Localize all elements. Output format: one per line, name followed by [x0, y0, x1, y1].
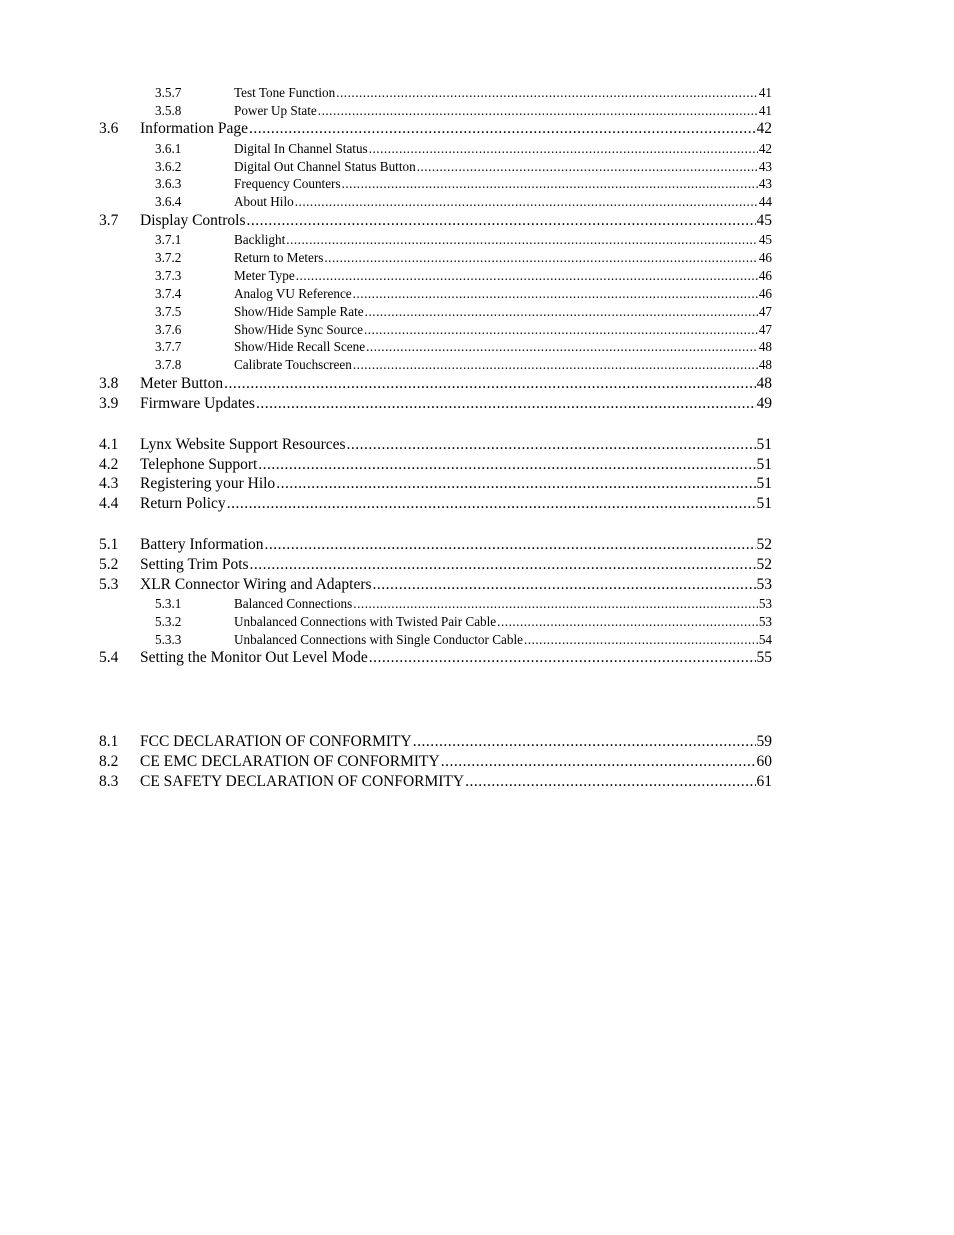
entry-number: 8.2 [99, 753, 119, 770]
dot-leader [250, 555, 756, 575]
toc-entry[interactable] [99, 356, 772, 374]
toc-entry[interactable] [99, 435, 772, 455]
entry-page: 42 [758, 141, 772, 156]
entry-page: 60 [756, 753, 772, 770]
dot-leader [465, 772, 755, 792]
dot-leader [276, 474, 755, 494]
entry-page: 43 [758, 176, 772, 191]
entry-title: Meter Type [234, 268, 295, 283]
dot-leader [353, 595, 758, 613]
toc-entry[interactable] [99, 119, 772, 139]
dot-leader [286, 231, 758, 249]
entry-title: Display Controls [140, 212, 246, 229]
dot-leader [318, 102, 758, 120]
entry-number: 3.7 [99, 212, 119, 229]
entry-title: Information Page [140, 120, 249, 137]
toc-entry[interactable] [99, 648, 772, 668]
toc-entry[interactable] [99, 102, 772, 120]
entry-page: 48 [756, 375, 772, 392]
toc-entry[interactable] [99, 494, 772, 514]
entry-title: Battery Information [140, 536, 264, 553]
toc-entry[interactable] [99, 211, 772, 231]
dot-leader [364, 321, 758, 339]
entry-title: About Hilo [234, 194, 294, 209]
entry-number: 3.7.1 [155, 232, 182, 247]
dot-leader [258, 455, 755, 475]
toc-entry[interactable] [99, 394, 772, 414]
dot-leader [249, 119, 755, 139]
toc-entry[interactable] [99, 321, 772, 339]
toc-entry[interactable] [99, 175, 772, 193]
toc-entry[interactable] [99, 752, 772, 772]
entry-number: 3.7.4 [155, 286, 182, 301]
entry-number: 3.7.8 [155, 357, 182, 372]
toc-entry[interactable] [99, 374, 772, 394]
entry-title: Return Policy [140, 495, 226, 512]
entry-title: Meter Button [140, 375, 224, 392]
entry-number: 5.1 [99, 536, 119, 553]
dot-leader [524, 631, 758, 649]
entry-page: 41 [758, 103, 772, 118]
entry-title: Lynx Website Support Resources [140, 436, 346, 453]
dot-leader [441, 752, 756, 772]
toc-entry[interactable] [99, 613, 772, 631]
entry-number: 3.5.8 [155, 103, 182, 118]
dot-leader [413, 732, 756, 752]
entry-page: 53 [756, 576, 772, 593]
toc-entry[interactable] [99, 303, 772, 321]
entry-number: 3.7.7 [155, 339, 182, 354]
entry-number: 5.3.2 [155, 614, 182, 629]
dot-leader [342, 175, 758, 193]
dot-leader [265, 535, 756, 555]
toc-entry[interactable] [99, 631, 772, 649]
entry-page: 59 [756, 733, 772, 750]
entry-title: Setting Trim Pots [140, 556, 249, 573]
entry-page: 51 [756, 475, 772, 492]
entry-number: 3.9 [99, 395, 119, 412]
entry-page: 55 [756, 649, 772, 666]
entry-number: 5.3 [99, 576, 119, 593]
dot-leader [347, 435, 756, 455]
dot-leader [336, 84, 758, 102]
dot-leader [366, 338, 758, 356]
entry-title: Test Tone Function [234, 85, 336, 100]
entry-number: 8.3 [99, 773, 119, 790]
entry-page: 51 [756, 456, 772, 473]
entry-page: 51 [756, 436, 772, 453]
entry-page: 42 [756, 120, 772, 137]
entry-title: Unbalanced Connections with Single Conductor Cable [234, 632, 523, 647]
dot-leader [373, 575, 756, 595]
entry-number: 5.3.1 [155, 596, 182, 611]
entry-number: 3.6 [99, 120, 119, 137]
entry-title: Show/Hide Sample Rate [234, 304, 364, 319]
entry-number: 3.6.3 [155, 176, 182, 191]
entry-title: Firmware Updates [140, 395, 255, 412]
toc-entry[interactable] [99, 231, 772, 249]
entry-title: Frequency Counters [234, 176, 341, 191]
entry-page: 54 [758, 632, 772, 647]
toc-entry[interactable] [99, 193, 772, 211]
dot-leader [256, 394, 756, 414]
entry-number: 3.7.3 [155, 268, 182, 283]
dot-leader [295, 193, 758, 211]
entry-page: 48 [758, 357, 772, 372]
entry-title: Analog VU Reference [234, 286, 352, 301]
dot-leader [369, 648, 756, 668]
entry-title: Unbalanced Connections with Twisted Pair Cable [234, 614, 497, 629]
toc-entry[interactable] [99, 732, 772, 752]
entry-page: 52 [756, 556, 772, 573]
entry-page: 47 [758, 322, 772, 337]
dot-leader [296, 267, 758, 285]
dot-leader [365, 303, 758, 321]
toc-entry[interactable] [99, 285, 772, 303]
entry-page: 45 [756, 212, 772, 229]
toc-entry[interactable] [99, 474, 772, 494]
dot-leader [497, 613, 758, 631]
entry-title: Power Up State [234, 103, 317, 118]
entry-page: 41 [758, 85, 772, 100]
entry-title: CE EMC DECLARATION OF CONFORMITY [140, 753, 440, 770]
entry-page: 43 [758, 159, 772, 174]
toc-entry[interactable] [99, 535, 772, 555]
toc-entry[interactable] [99, 267, 772, 285]
entry-number: 4.2 [99, 456, 119, 473]
dot-leader [353, 356, 758, 374]
dot-leader [417, 158, 758, 176]
entry-title: Calibrate Touchscreen [234, 357, 352, 372]
entry-page: 61 [756, 773, 772, 790]
dot-leader [369, 140, 758, 158]
entry-page: 46 [758, 286, 772, 301]
entry-title: XLR Connector Wiring and Adapters [140, 576, 372, 593]
dot-leader [227, 494, 756, 514]
entry-title: Balanced Connections [234, 596, 353, 611]
entry-page: 46 [758, 268, 772, 283]
entry-number: 3.5.7 [155, 85, 182, 100]
toc-entry[interactable] [99, 772, 772, 792]
entry-number: 5.4 [99, 649, 119, 666]
entry-number: 4.4 [99, 495, 119, 512]
entry-page: 52 [756, 536, 772, 553]
entry-number: 8.1 [99, 733, 119, 750]
toc-entry[interactable] [99, 338, 772, 356]
entry-page: 53 [758, 596, 772, 611]
entry-number: 3.8 [99, 375, 119, 392]
toc-entry[interactable] [99, 249, 772, 267]
dot-leader [224, 374, 755, 394]
toc-entry[interactable] [99, 455, 772, 475]
entry-title: Digital Out Channel Status Button [234, 159, 416, 174]
entry-title: Show/Hide Recall Scene [234, 339, 366, 354]
entry-page: 45 [758, 232, 772, 247]
dot-leader [247, 211, 756, 231]
entry-number: 5.3.3 [155, 632, 182, 647]
dot-leader [353, 285, 758, 303]
entry-page: 44 [758, 194, 772, 209]
entry-page: 47 [758, 304, 772, 319]
entry-title: CE SAFETY DECLARATION OF CONFORMITY [140, 773, 465, 790]
entry-page: 46 [758, 250, 772, 265]
entry-page: 51 [756, 495, 772, 512]
toc-entry[interactable] [99, 555, 772, 575]
entry-page: 49 [756, 395, 772, 412]
entry-title: Registering your Hilo [140, 475, 276, 492]
entry-title: FCC DECLARATION OF CONFORMITY [140, 733, 412, 750]
entry-number: 3.7.6 [155, 322, 182, 337]
entry-number: 3.6.1 [155, 141, 182, 156]
entry-number: 3.7.5 [155, 304, 182, 319]
entry-title: Telephone Support [140, 456, 258, 473]
toc-entry[interactable] [99, 575, 772, 595]
entry-number: 3.6.2 [155, 159, 182, 174]
toc-entry[interactable] [99, 595, 772, 613]
entry-page: 53 [758, 614, 772, 629]
entry-title: Digital In Channel Status [234, 141, 368, 156]
toc-entry[interactable] [99, 140, 772, 158]
toc-entry[interactable] [99, 158, 772, 176]
entry-number: 4.3 [99, 475, 119, 492]
dot-leader [324, 249, 757, 267]
entry-number: 3.6.4 [155, 194, 182, 209]
toc-entry[interactable] [99, 84, 772, 102]
entry-number: 3.7.2 [155, 250, 182, 265]
entry-title: Setting the Monitor Out Level Mode [140, 649, 368, 666]
entry-number: 5.2 [99, 556, 119, 573]
entry-title: Return to Meters [234, 250, 324, 265]
entry-title: Backlight [234, 232, 286, 247]
entry-title: Show/Hide Sync Source [234, 322, 363, 337]
entry-page: 48 [758, 339, 772, 354]
entry-number: 4.1 [99, 436, 119, 453]
